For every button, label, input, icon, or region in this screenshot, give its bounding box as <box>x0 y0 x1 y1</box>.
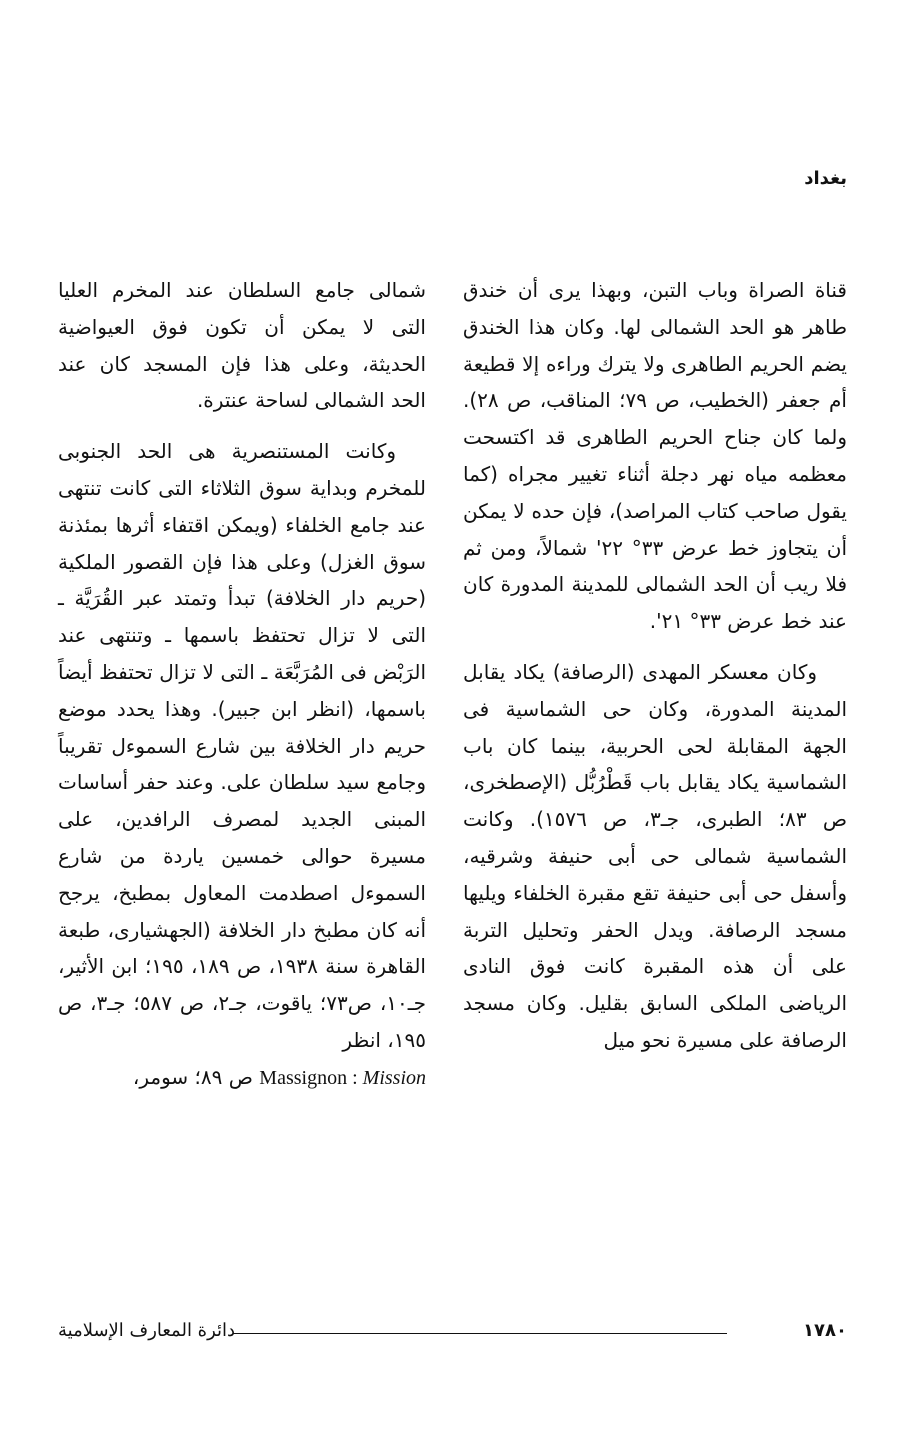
citation-title: Mission <box>362 1066 426 1089</box>
running-head: بغداد <box>804 168 847 189</box>
citation-separator: : <box>347 1066 363 1089</box>
citation-rest: ص ٨٩؛ سومر، <box>132 1064 260 1089</box>
paragraph: شمالى جامع السلطان عند المخرم العليا التى لا يمكن أن تكون فوق العيواضية الحديثة، وعلى هذا فإن المسجد كان عند الحد الشمالى لساحة عنترة. <box>58 278 426 413</box>
footer-rule <box>233 1333 727 1334</box>
column-left <box>58 272 426 1097</box>
series-title: دائرة المعارف الإسلامية <box>58 1320 236 1341</box>
page-number: ١٧٨٠ <box>803 1320 847 1341</box>
citation-line <box>58 1059 426 1097</box>
column-right <box>463 272 847 1059</box>
paragraph: وكان معسكر المهدى (الرصافة) يكاد يقابل المدينة المدورة، وكان حى الشماسية فى الجهة المقابلة لحى الحربية، بينما كان باب الشماسية يكاد يقابل باب قَطْرُبُّل (الإصطخرى، ص ٨٣؛ الطبرى، جـ٣، ص ١٥٧٦). وكانت الشماسية شمالى حى أبى حنيفة وشرقيه، وأسفل حى أبى حنيفة تقع مقبرة الخلفاء ويليها مسجد الرصافة. ويدل الحفر وتحليل التربة على أن هذه المقبرة كانت فوق النادى الرياضى الملكى السابق بقليل. وكان مسجد الرصافة على مسيرة نحو ميل <box>463 659 847 1052</box>
citation-latin <box>259 1067 426 1089</box>
citation-author: Massignon <box>259 1066 348 1089</box>
paragraph: قناة الصراة وباب التبن، وبهذا يرى أن خندق طاهر هو الحد الشمالى لها. وكان هذا الخندق يضم الحريم الطاهرى ولا يترك وراءه إلا قطيعة أم جعفر (الخطيب، ص ٧٩؛ المناقب، ص ٢٨). ولما كان جناح الحريم الطاهرى قد اكتسحت معظمه مياه نهر دجلة أثناء تغيير مجراه (كما يقول صاحب كتاب المراصد)، فإن حده لا يمكن أن يتجاوز خط عرض ٣٣° ٢٢' شمالاً، ومن ثم فلا ريب أن الحد الشمالى للمدينة المدورة كان عند خط عرض ٣٣° ٢١'. <box>463 278 847 634</box>
paragraph: وكانت المستنصرية هى الحد الجنوبى للمخرم وبداية سوق الثلاثاء التى كانت تنتهى عند جامع الخلفاء (ويمكن اقتفاء أثرها بمئذنة سوق الغزل) وعلى هذا فإن القصور الملكية (حريم دار الخلافة) تبدأ وتمتد عبر القُرَيَّة ـ التى لا تزال تحتفظ باسمها ـ وتنتهى عند الرَبْض فى المُرَبَّعَة ـ التى لا تزال تحتفظ أيضاً باسمها، (انظر ابن جبير). وهذا يحدد موضع حريم دار الخلافة بين شارع السموءل تقريباً وجامع سيد سلطان على. وعند حفر أساسات المبنى الجديد لمصرف الرافدين، على مسيرة حوالى خمسين ياردة من شارع السموءل اصطدمت المعاول بمطبخ، يرجح أنه كان مطبخ دار الخلافة (الجهشيارى، طبعة القاهرة سنة ١٩٣٨، ص ١٨٩، ١٩٥؛ ابن الأثير، جـ١٠، ص٧٣؛ ياقوت، جـ٢، ص ٥٨٧؛ جـ٣، ص ١٩٥، انظر <box>58 439 426 1052</box>
page-footer <box>58 1320 847 1350</box>
